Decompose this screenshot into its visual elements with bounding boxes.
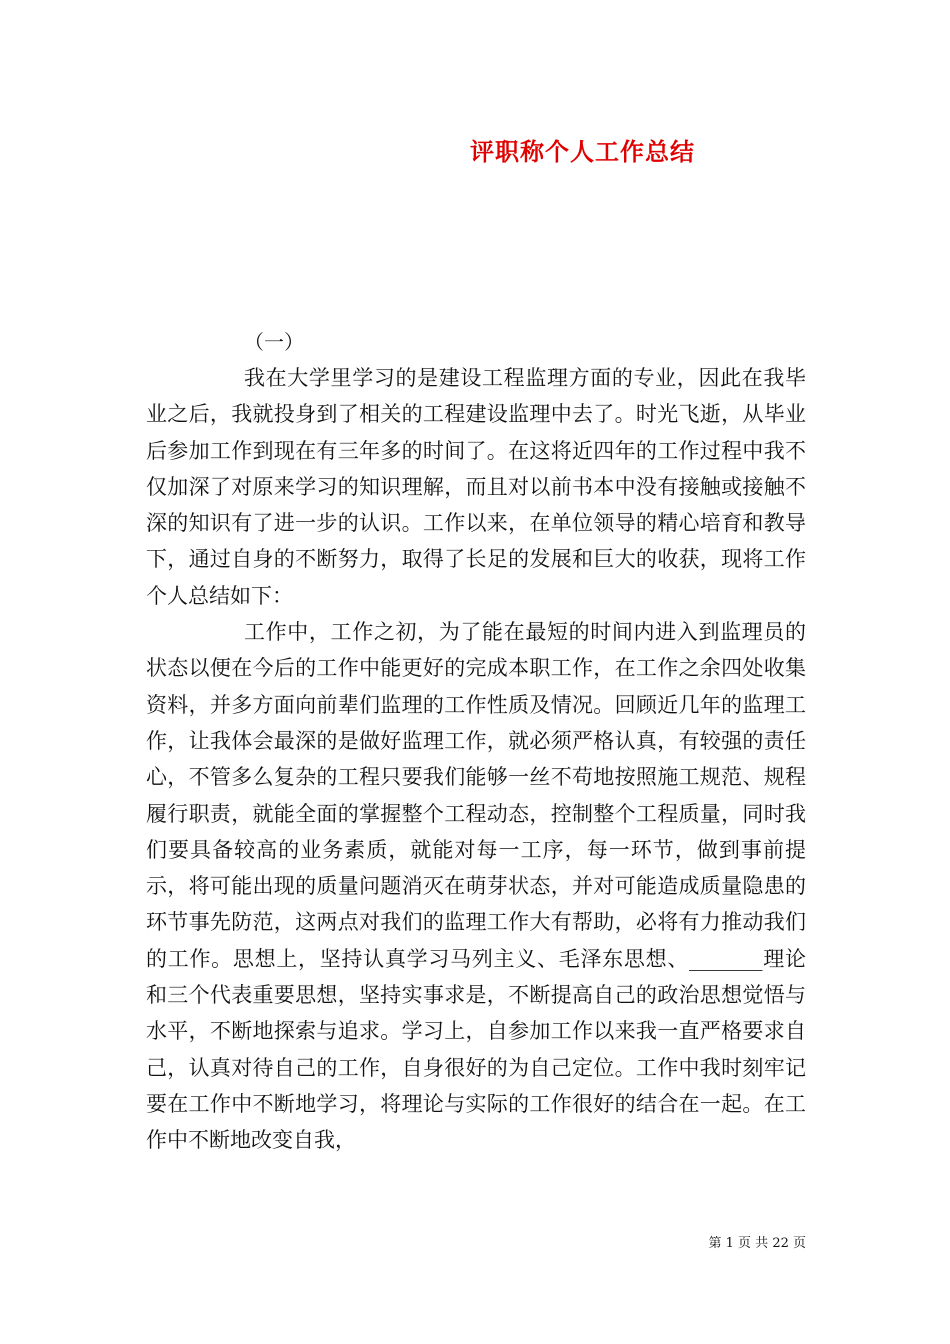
document-body	[146, 360, 806, 1159]
page-number: 第 1 页 共 22 页	[708, 1236, 806, 1251]
paragraph: 工作中，工作之初，为了能在最短的时间内进入到监理员的状态以便在今后的工作中能更好的完成本职工作，在工作之余四处收集资料，并多方面向前辈们监理的工作性质及情况。回顾近几年的监理工作，让我体会最深的是做好监理工作，就必须严格认真，有较强的责任心，不管多么复杂的工程只要我们能够一丝不苟地按照施工规范、规程履行职责，就能全面的掌握整个工程动态，控制整个工程质量，同时我们要具备较高的业务素质，就能对每一工序，每一环节，做到事前提示，将可能出现的质量问题消灭在萌芽状态，并对可能造成质量隐患的环节事先防范，这两点对我们的监理工作大有帮助，必将有力推动我们的工作。思想上，坚持认真学习马列主义、毛泽东思想、_______理论和三个代表重要思想，坚持实事求是，不断提高自己的政治思想觉悟与水平，不断地探索与追求。学习上，自参加工作以来我一直严格要求自己，认真对待自己的工作，自身很好的为自己定位。工作中我时刻牢记要在工作中不断地学习，将理论与实际的工作很好的结合在一起。在工作中不断地改变自我，	[146, 620, 806, 1153]
section-label: （一）	[244, 330, 304, 354]
paragraph: 我在大学里学习的是建设工程监理方面的专业，因此在我毕业之后，我就投身到了相关的工程建设监理中去了。时光飞逝，从毕业后参加工作到现在有三年多的时间了。在这将近四年的工作过程中我不仅加深了对原来学习的知识理解，而且对以前书本中没有接触或接触不深的知识有了进一步的认识。工作以来，在单位领导的精心培育和教导下，通过自身的不断努力，取得了长足的发展和巨大的收获，现将工作个人总结如下：	[146, 366, 806, 608]
document-title: 评职称个人工作总结	[470, 137, 695, 166]
